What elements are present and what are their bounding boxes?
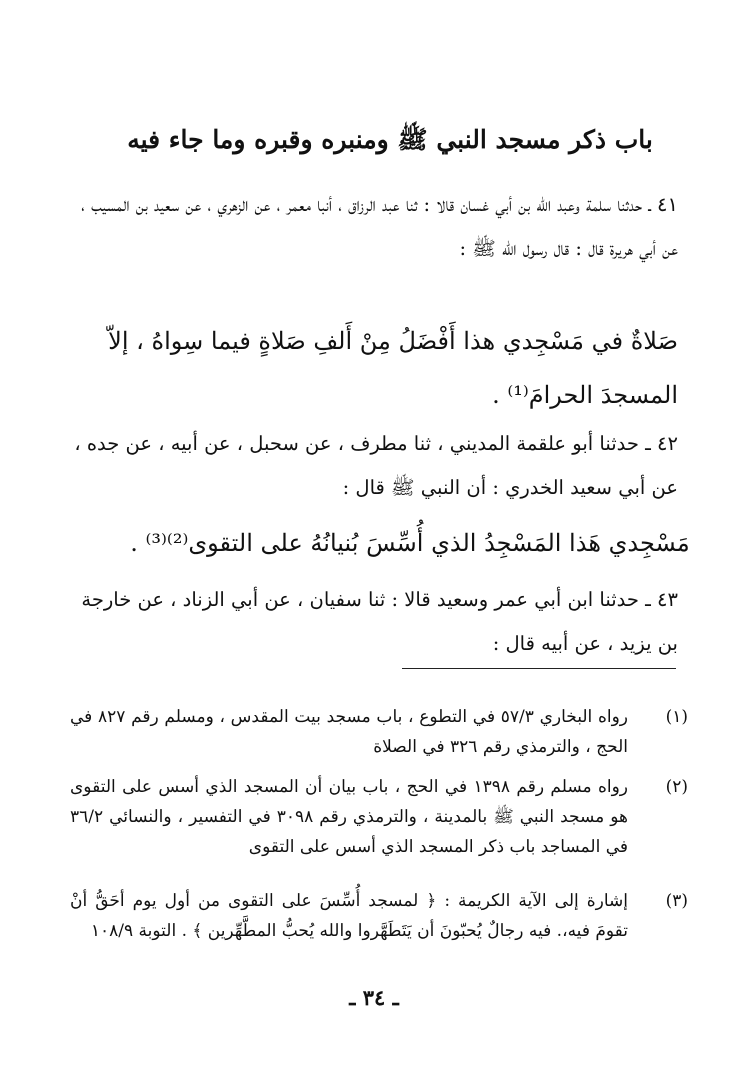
hadith-41-text: صَلاةٌ في مَسْجِدي هذا أَفْضَلُ مِنْ أَلفِ صَلاةٍ فيما سِواهُ ، إلاّ المسجدَ الحرامَ⁽¹⁾ .: [108, 327, 678, 409]
footnote-number: (١): [665, 707, 688, 727]
footnote-number: (٣): [665, 891, 688, 911]
footnote-3: [70, 886, 688, 946]
footnote-divider: [402, 668, 676, 669]
footnote-text: رواه البخاري ٥٧/٣ في التطوع ، باب مسجد بيت المقدس ، ومسلم رقم ٨٢٧ في الحج ، والترمذي رقم ٣٢٦ في الصلاة: [70, 707, 629, 757]
footnote-2: [70, 772, 688, 862]
hadith-43-chain: ٤٣ ـ حدثنا ابن أبي عمر وسعيد قالا : ثنا سفيان ، عن أبي الزناد ، عن خارجة بن يزيد ، عن أبيه قال :: [81, 588, 678, 655]
hadith-41-chain: ٤١ ـ حدثنا سلمة وعبد الله بن أبي غسان قالا : ثنا عبد الرزاق ، أنبا معمر ، عن الزهري ، عن سعيد بن المسيب ، عن أبي هريرة قال : قال رسول الله ﷺ :: [81, 193, 678, 260]
footnote-1: [70, 702, 688, 762]
hadith-42-text: مَسْجِدي هَذا المَسْجِدُ الذي أُسِّسَ بُنيانُهُ على التقوى⁽²⁾⁽³⁾ .: [130, 529, 690, 557]
hadith-42-chain: ٤٢ ـ حدثنا أبو علقمة المديني ، ثنا مطرف ، عن سحبل ، عن أبيه ، عن جده ، عن أبي سعيد الخدري : أن النبي ﷺ قال :: [74, 432, 678, 499]
footnote-number: (٢): [665, 777, 688, 797]
footnote-text: إشارة إلى الآية الكريمة : ﴿ لمسجد أُسِّسَ على التقوى من أول يوم أحَقُّ أنْ تقومَ فيه،. فيه رجالٌ يُحبّونَ أن يَتَطَهَّروا والله يُحبُّ المطَّهِّرين ﴾ . التوبة ١٠٨/٩: [70, 891, 628, 941]
page-number: ـ ٣٤ ـ: [349, 985, 399, 1010]
footnote-text: رواه مسلم رقم ١٣٩٨ في الحج ، باب بيان أن المسجد الذي أسس على التقوى هو مسجد النبي ﷺ بالمدينة ، والترمذي رقم ٣٠٩٨ في التفسير ، والنسائي ٣٦/٢ في المساجد باب ذكر المسجد الذي أسس على التقوى: [70, 777, 629, 857]
chapter-title: باب ذكر مسجد النبي ﷺ ومنبره وقبره وما جاء فيه: [127, 125, 653, 154]
